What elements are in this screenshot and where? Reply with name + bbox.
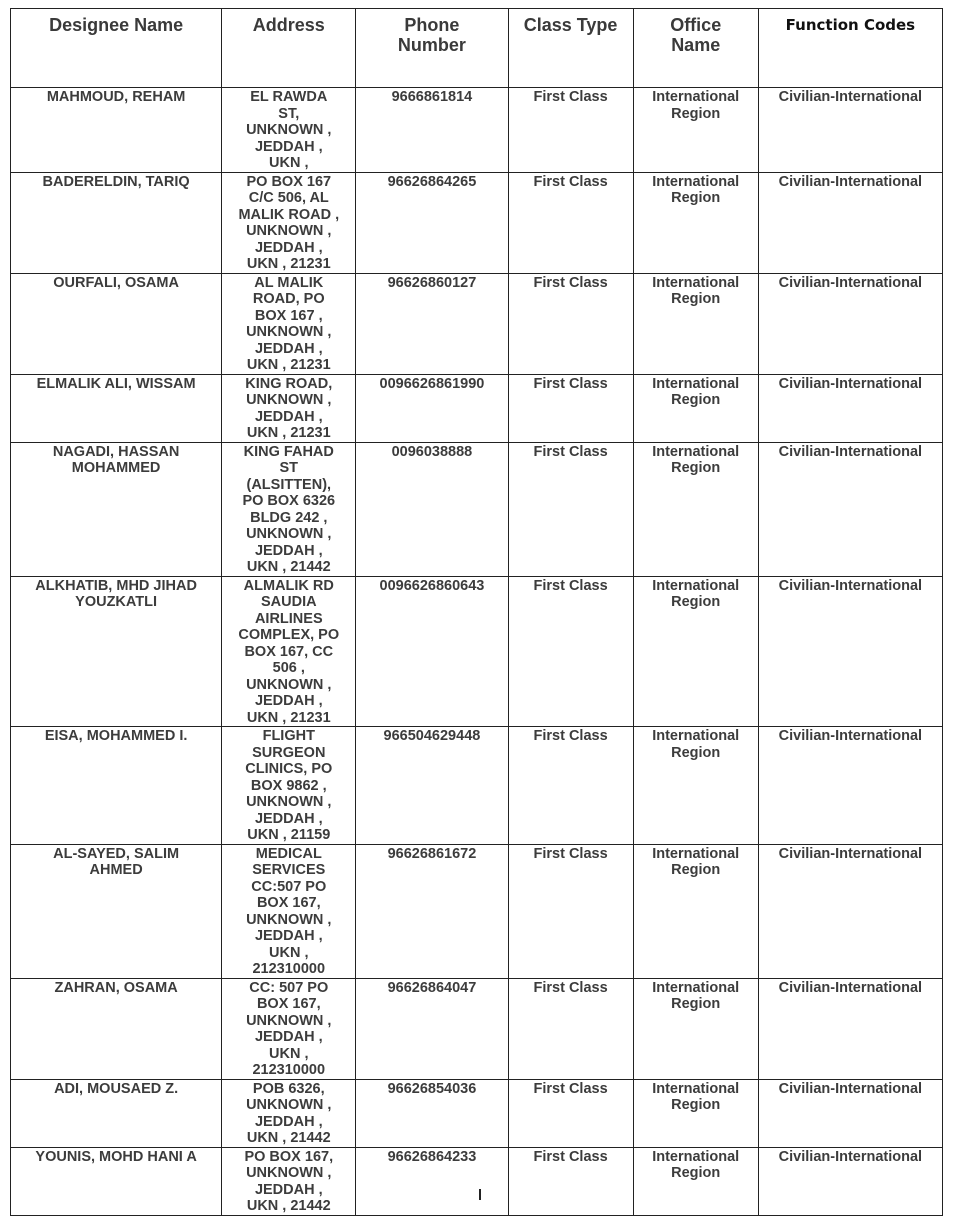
- class-type: First Class: [508, 844, 633, 978]
- designee-name: OURFALI, OSAMA: [53, 274, 179, 291]
- office-name: International Region: [633, 727, 758, 845]
- table-row: [11, 844, 943, 978]
- phone-number: 96626860127: [356, 273, 508, 374]
- class-type: First Class: [508, 442, 633, 576]
- designee-name: AL-SAYED, SALIM AHMED: [53, 845, 180, 878]
- header-row: [11, 9, 943, 88]
- address: KING ROAD, UNKNOWN , JEDDAH , UKN , 21231: [245, 375, 333, 441]
- designee-name: BADERELDIN, TARIQ: [42, 173, 190, 190]
- table-row: [11, 978, 943, 1079]
- address-cell: [222, 273, 356, 374]
- designee-name-cell: [11, 978, 222, 1079]
- class-type: First Class: [508, 978, 633, 1079]
- designee-name: MAHMOUD, REHAM: [46, 89, 186, 105]
- address: PO BOX 167 C/C 506, AL MALIK ROAD , UNKNOWN , JEDDAH , UKN , 21231: [238, 173, 340, 272]
- table-row: [11, 1079, 943, 1147]
- address: PO BOX 167, UNKNOWN , JEDDAH , UKN , 21442: [244, 1148, 334, 1214]
- header-phone-number: Phone Number: [356, 9, 508, 88]
- designee-name-cell: [11, 88, 222, 173]
- address: AL MALIK ROAD, PO BOX 167 , UNKNOWN , JEDDAH , UKN , 21231: [246, 274, 332, 373]
- phone-number: 96626864233: [356, 1147, 508, 1215]
- address: CC: 507 PO BOX 167, UNKNOWN , JEDDAH , UKN , 212310000: [246, 979, 332, 1078]
- class-type: First Class: [508, 727, 633, 845]
- table-row: [11, 1147, 943, 1215]
- address: ALMALIK RD SAUDIA AIRLINES COMPLEX, PO BOX 167, CC 506 , UNKNOWN , JEDDAH , UKN , 21231: [238, 577, 340, 726]
- office-name: International Region: [633, 273, 758, 374]
- designee-name: ZAHRAN, OSAMA: [54, 979, 178, 996]
- address: EL RAWDA ST, UNKNOWN , JEDDAH , UKN ,: [246, 89, 332, 171]
- designee-name-cell: [11, 844, 222, 978]
- address-cell: [222, 172, 356, 273]
- phone-number: 96626854036: [356, 1079, 508, 1147]
- office-name: International Region: [633, 172, 758, 273]
- phone-number: 0096626861990: [356, 374, 508, 442]
- designee-name-cell: [11, 374, 222, 442]
- table-row: [11, 576, 943, 727]
- designee-name: ALKHATIB, MHD JIHAD YOUZKATLI: [35, 577, 197, 610]
- designee-name-cell: [11, 172, 222, 273]
- header-designee-name: Designee Name: [11, 9, 222, 88]
- address: KING FAHAD ST (ALSITTEN), PO BOX 6326 BLDG 242 , UNKNOWN , JEDDAH , UKN , 21442: [242, 443, 336, 575]
- address-cell: [222, 374, 356, 442]
- header-function-codes: Function Codes: [758, 9, 942, 88]
- function-code: Civilian-International: [758, 727, 942, 845]
- phone-number: 9666861814: [356, 88, 508, 173]
- address-cell: [222, 576, 356, 727]
- function-code: Civilian-International: [758, 1147, 942, 1215]
- function-code: Civilian-International: [758, 442, 942, 576]
- designee-name: ELMALIK ALI, WISSAM: [36, 375, 196, 392]
- phone-number: 0096038888: [356, 442, 508, 576]
- class-type: First Class: [508, 1079, 633, 1147]
- page-edge-mark: [479, 1189, 481, 1200]
- function-code: Civilian-International: [758, 844, 942, 978]
- table-row: [11, 172, 943, 273]
- address-cell: [222, 442, 356, 576]
- address: FLIGHT SURGEON CLINICS, PO BOX 9862 , UNKNOWN , JEDDAH , UKN , 21159: [245, 728, 333, 843]
- phone-number: 966504629448: [356, 727, 508, 845]
- address: MEDICAL SERVICES CC:507 PO BOX 167, UNKNOWN , JEDDAH , UKN , 212310000: [246, 845, 332, 977]
- address-cell: [222, 844, 356, 978]
- class-type: First Class: [508, 1147, 633, 1215]
- designee-name: YOUNIS, MOHD HANI A: [35, 1148, 197, 1165]
- designee-name: ADI, MOUSAED Z.: [54, 1080, 179, 1097]
- office-name: International Region: [633, 374, 758, 442]
- function-code: Civilian-International: [758, 172, 942, 273]
- designee-table: [10, 8, 943, 1216]
- class-type: First Class: [508, 172, 633, 273]
- office-name: International Region: [633, 978, 758, 1079]
- table-row: [11, 88, 943, 173]
- function-code: Civilian-International: [758, 978, 942, 1079]
- office-name: International Region: [633, 1079, 758, 1147]
- class-type: First Class: [508, 374, 633, 442]
- address-cell: [222, 88, 356, 173]
- office-name: International Region: [633, 576, 758, 727]
- function-code: Civilian-International: [758, 1079, 942, 1147]
- header-office-name: Office Name: [633, 9, 758, 88]
- header-address: Address: [222, 9, 356, 88]
- class-type: First Class: [508, 576, 633, 727]
- designee-name-cell: [11, 1147, 222, 1215]
- header-class-type: Class Type: [508, 9, 633, 88]
- designee-name-cell: [11, 442, 222, 576]
- address-cell: [222, 727, 356, 845]
- function-code: Civilian-International: [758, 273, 942, 374]
- designee-name-cell: [11, 1079, 222, 1147]
- phone-number: 0096626860643: [356, 576, 508, 727]
- phone-number: 96626864265: [356, 172, 508, 273]
- class-type: First Class: [508, 88, 633, 173]
- phone-number: 96626864047: [356, 978, 508, 1079]
- designee-name: NAGADI, HASSAN MOHAMMED: [52, 443, 180, 476]
- designee-name-cell: [11, 727, 222, 845]
- designee-name-cell: [11, 576, 222, 727]
- table-row: [11, 374, 943, 442]
- office-name: International Region: [633, 844, 758, 978]
- class-type: First Class: [508, 273, 633, 374]
- phone-number: 96626861672: [356, 844, 508, 978]
- address-cell: [222, 1079, 356, 1147]
- office-name: International Region: [633, 88, 758, 173]
- function-code: Civilian-International: [758, 88, 942, 173]
- designee-name: EISA, MOHAMMED I.: [44, 728, 188, 744]
- office-name: International Region: [633, 1147, 758, 1215]
- table-row: [11, 727, 943, 845]
- office-name: International Region: [633, 442, 758, 576]
- designee-name-cell: [11, 273, 222, 374]
- function-code: Civilian-International: [758, 374, 942, 442]
- function-code: Civilian-International: [758, 576, 942, 727]
- address-cell: [222, 1147, 356, 1215]
- address-cell: [222, 978, 356, 1079]
- table-row: [11, 273, 943, 374]
- table-row: [11, 442, 943, 576]
- address: POB 6326, UNKNOWN , JEDDAH , UKN , 21442: [246, 1080, 332, 1146]
